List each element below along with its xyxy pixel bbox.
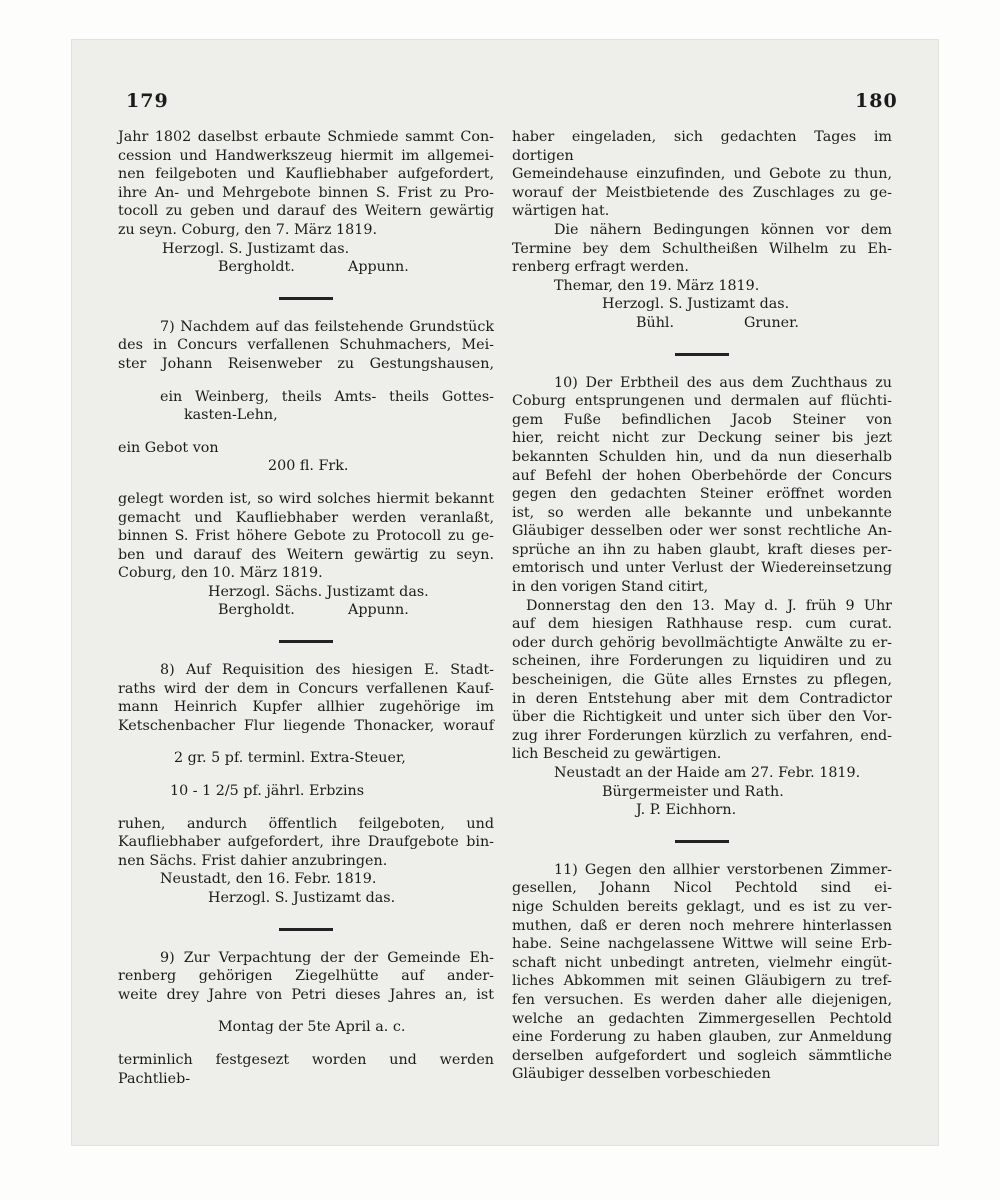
- office-line: Herzogl. S. Justizamt das.: [208, 890, 396, 906]
- tax-line: 2 gr. 5 pf. terminl. Extra-Steuer,: [174, 750, 406, 767]
- office-line: Herzogl. S. Justizamt das.: [602, 296, 790, 313]
- notice-11: [512, 861, 892, 1084]
- page-number-right: 180: [855, 90, 898, 112]
- text-line: muthen, daß er deren noch mehrere hinterlassen: [512, 917, 892, 934]
- text-line: in deren Entstehung aber mit dem Contradictor: [512, 690, 892, 707]
- text-line: ben und darauf des Weitern gewärtig zu seyn.: [118, 546, 494, 563]
- section-divider: [279, 640, 333, 643]
- signer: Appunn.: [348, 602, 409, 619]
- page-number-left: 179: [126, 90, 169, 112]
- text-line: weite drey Jahre von Petri dieses Jahres an, ist: [118, 986, 494, 1003]
- right-column: [512, 128, 892, 1084]
- text-line: ster Johann Reisenweber zu Gestungshausen,: [118, 355, 494, 372]
- text-line: 7) Nachdem auf das feilstehende Grundstück: [160, 318, 494, 335]
- section-divider: [675, 840, 729, 843]
- notice-9-continuation: [512, 128, 892, 333]
- text-line: zu seyn. Coburg, den 7. März 1819.: [118, 221, 377, 238]
- text-line: haber eingeladen, sich gedachten Tages im dortigen: [512, 129, 892, 164]
- text-line: liches Abkommen mit seinen Gläubigern zu tref-: [512, 973, 892, 990]
- text-line: schaft nicht unbedingt antreten, vielmehr eingüt-: [512, 954, 892, 971]
- section-divider: [675, 353, 729, 356]
- text-line: welche an gedachten Zimmergesellen Pechtold: [512, 1010, 892, 1027]
- text-line: 11) Gegen den allhier verstorbenen Zimmer-: [554, 861, 892, 878]
- text-line: bekannten Schulden hin, und da nun dieserhalb: [512, 448, 892, 465]
- text-line: 9) Zur Verpachtung der der Gemeinde Eh-: [160, 949, 494, 966]
- text-line: 10) Der Erbtheil des aus dem Zuchthaus zu: [554, 374, 892, 391]
- text-line: ist, so werden alle bekannte und unbekannte: [512, 504, 892, 521]
- text-line: ihre An- und Mehrgebote binnen S. Frist zu Pro-: [118, 184, 494, 201]
- text-line: lich Bescheid zu gewärtigen.: [512, 746, 722, 763]
- notice-9: [118, 949, 494, 1089]
- signer: Appunn.: [348, 259, 409, 276]
- text-line: emtorisch und unter Verlust der Wiedereinsetzung: [512, 560, 892, 577]
- text-line: nen feilgeboten und Kaufliebhaber aufgefordert,: [118, 166, 494, 183]
- text-line: raths wird der dem in Concurs verfallenen Kauf-: [118, 680, 494, 697]
- bid-amount: 200 fl. Frk.: [268, 458, 349, 475]
- text-line: gegen den gedachten Steiner eröffnet worden: [512, 486, 892, 503]
- text-line: gemacht und Kaufliebhaber werden veranlaßt,: [118, 509, 494, 526]
- text-line: fen versuchen. Es werden daher alle diejenigen,: [512, 991, 892, 1008]
- text-line: des in Concurs verfallenen Schuhmachers, Mei-: [118, 337, 494, 354]
- text-line: kasten-Lehn,: [184, 407, 278, 424]
- text-line: mann Heinrich Kupfer allhier zugehörige im: [118, 699, 494, 716]
- text-line: binnen S. Frist höhere Gebote zu Protocoll zu ge-: [118, 528, 494, 545]
- text-line: tocoll zu geben und darauf des Weitern gewärtig: [118, 203, 494, 220]
- text-line: hier, reicht nicht zur Deckung seiner bis jezt: [512, 430, 892, 447]
- text-line: Gläubiger desselben oder wer sonst rechtliche An-: [512, 523, 892, 540]
- office-line: Herzogl. Sächs. Justizamt das.: [208, 583, 429, 600]
- text-line: gelegt worden ist, so wird solches hiermit bekannt: [118, 490, 494, 507]
- text-line: Donnerstag den den 13. May d. J. früh 9 Uhr: [526, 597, 892, 614]
- text-line: Die nähern Bedingungen können vor dem: [554, 221, 892, 238]
- text-line: zug ihrer Forderungen kürzlich zu verfahren, end-: [512, 727, 892, 744]
- office-line: Herzogl. S. Justizamt das.: [162, 240, 350, 257]
- text-line: gem Fuße befindlichen Jacob Steiner von: [512, 411, 892, 428]
- text-line: ein Gebot von: [118, 439, 219, 456]
- date-line: Neustadt an der Haide am 27. Febr. 1819.: [554, 765, 861, 781]
- signer: J. P. Eichhorn.: [636, 802, 737, 819]
- text-line: bescheinigen, die Güte alles Ernstes zu pflegen,: [512, 672, 892, 689]
- text-line: wärtigen hat.: [512, 203, 610, 220]
- text-line: Coburg, den 10. März 1819.: [118, 565, 323, 582]
- office-line: Bürgermeister und Rath.: [602, 783, 784, 800]
- left-column: [118, 128, 494, 1088]
- notice-7: [118, 318, 494, 620]
- text-line: ein Weinberg, theils Amts- theils Gottes-: [160, 388, 494, 405]
- date-line: Montag der 5te April a. c.: [218, 1019, 406, 1036]
- text-line: habe. Seine nachgelassene Wittwe will seine Erb-: [512, 936, 892, 953]
- text-line: renberg gehörigen Ziegelhütte auf ander-: [118, 968, 494, 985]
- section-divider: [279, 928, 333, 931]
- text-line: worauf der Meistbietende des Zuschlages zu ge-: [512, 184, 892, 201]
- signature-line: [118, 601, 494, 620]
- text-line: auf dem hiesigen Rathhause resp. cum curat.: [512, 616, 892, 633]
- signer: Bergholdt.: [218, 602, 295, 619]
- text-line: ruhen, andurch öffentlich feilgeboten, und: [118, 815, 494, 832]
- text-line: in den vorigen Stand citirt,: [512, 579, 709, 596]
- text-line: Gläubiger desselben vorbeschieden: [512, 1066, 771, 1083]
- text-line: sprüche an ihn zu haben glaubt, kraft dieses per-: [512, 541, 892, 558]
- text-line: nen Sächs. Frist dahier anzubringen.: [118, 852, 388, 869]
- signature-line: [512, 314, 892, 333]
- text-line: eine Forderung zu haben glauben, zur Anmeldung: [512, 1029, 892, 1046]
- tax-line: 10 - 1 2/5 pf. jährl. Erbzins: [170, 783, 365, 800]
- text-line: Gemeindehause einzufinden, und Gebote zu thun,: [512, 166, 892, 183]
- notice-6-continuation: [118, 128, 494, 277]
- text-line: gesellen, Johann Nicol Pechtold sind ei-: [512, 880, 892, 897]
- text-line: nige Schulden bereits geklagt, und es ist zu ver-: [512, 898, 892, 915]
- signer: Bühl.: [636, 314, 675, 331]
- text-line: 8) Auf Requisition des hiesigen E. Stadt-: [160, 662, 494, 679]
- date-line: Themar, den 19. März 1819.: [554, 277, 760, 294]
- text-line: Termine bey dem Schultheißen Wilhelm zu Eh-: [512, 240, 892, 257]
- text-line: derselben aufgefordert und sogleich sämmtliche: [512, 1047, 892, 1064]
- text-line: Jahr 1802 daselbst erbaute Schmiede sammt Con-: [118, 129, 494, 145]
- text-line: auf Befehl der hohen Oberbehörde der Concurs: [512, 467, 892, 484]
- text-line: Ketschenbacher Flur liegende Thonacker, worauf: [118, 717, 494, 734]
- text-line: oder durch gehörig bevollmächtigte Anwälte zu er-: [512, 634, 892, 651]
- notice-8: [118, 661, 494, 908]
- text-line: terminlich festgesezt worden und werden Pachtlieb-: [118, 1051, 494, 1087]
- text-line: über die Richtigkeit und unter sich über den Vor-: [512, 709, 892, 726]
- signer: Gruner.: [744, 314, 799, 331]
- signer: Bergholdt.: [218, 259, 295, 276]
- section-divider: [279, 297, 333, 300]
- text-line: cession und Handwerkszeug hiermit im allgemei-: [118, 147, 494, 164]
- notice-10: [512, 374, 892, 820]
- date-line: Neustadt, den 16. Febr. 1819.: [160, 871, 377, 888]
- signature-line: [118, 258, 494, 277]
- text-line: scheinen, ihre Forderungen zu liquidiren und zu: [512, 653, 892, 670]
- text-line: Kaufliebhaber aufgefordert, ihre Draufgebote bin-: [118, 834, 494, 851]
- text-line: renberg erfragt werden.: [512, 259, 689, 276]
- text-line: Coburg entsprungenen und dermalen auf flüchti-: [512, 393, 892, 410]
